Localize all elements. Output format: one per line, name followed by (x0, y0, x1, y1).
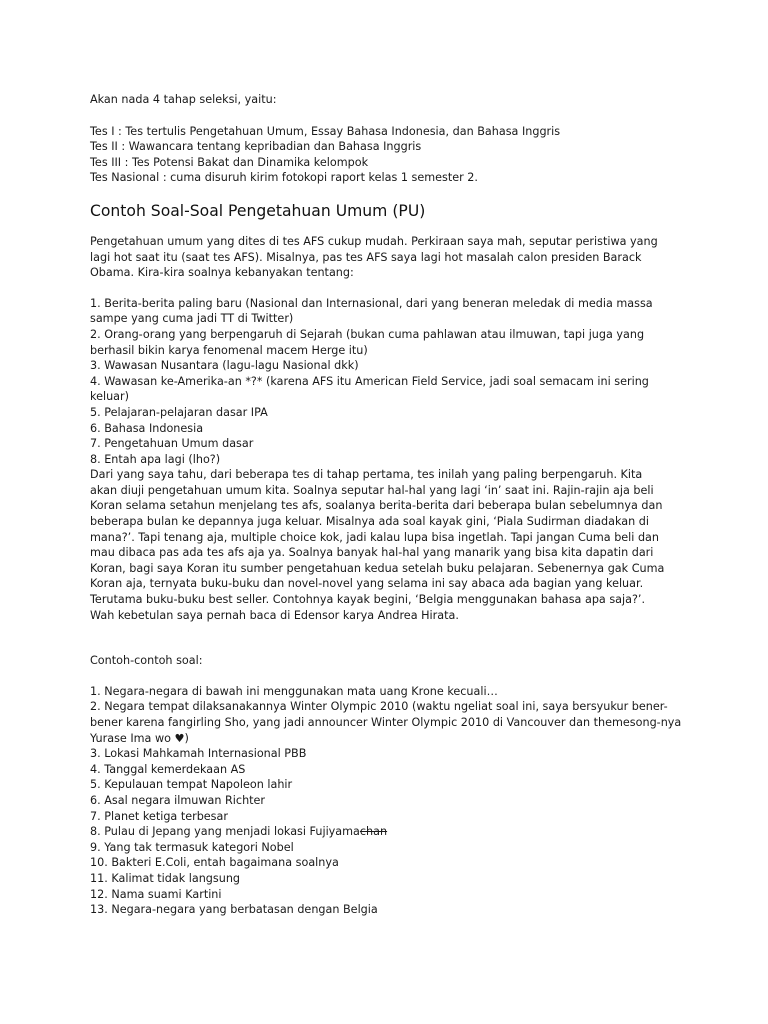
list-item: 1. Negara-negara di bawah ini menggunakan mata uang Krone kecuali… (90, 684, 498, 698)
list-item: 9. Yang tak termasuk kategori Nobel (90, 840, 294, 854)
test-item: Tes II : Wawancara tentang kepribadian dan Bahasa Inggris (90, 140, 422, 154)
list-item: 11. Kalimat tidak langsung (90, 871, 241, 885)
list-item: 2. Orang-orang yang berpengaruh di Sejarah (bukan cuma pahlawan atau ilmuwan, tapi juga yang berhasil bikin karya fenomenal macem Herge itu) (90, 327, 645, 357)
examples-label: Contoh-contoh soal: (90, 654, 203, 668)
list-item (90, 824, 686, 840)
list-item: 13. Negara-negara yang berbatasan dengan Belgia (90, 903, 378, 917)
question-text: 8. Pulau di Jepang yang menjadi lokasi Fujiyama (90, 825, 360, 839)
body-paragraph: Dari yang saya tahu, dari beberapa tes di tahap pertama, tes inilah yang paling berpengaruh. Kita akan diuji pengetahuan umum kita. Soalnya seputar hal-hal yang lagi ‘in’ saat ini. Rajin-rajin aja beli Koran selama setahun menjelang tes afs, soalanya berita-berita dari beberapa bulan sebelumnya dan beberapa bulan ke depannya juga keluar. Misalnya ada soal kayak gini, ‘Piala Sudirman diadakan di mana?’. Tapi tenang aja, multiple choice kok, jadi kalau lupa bisa ingetlah. Tapi jangan Cuma beli dan mau dibaca pas ada tes afs aja ya. Soalnya banyak hal-hal yang manarik yang bisa kita dapatin dari Koran, bagi saya Koran itu sumber pengetahuan kedua setelah buku pelajaran. Sebenernya gak Cuma Koran aja, ternyata buku-buku dan novel-novel yang selama ini say abaca ada bagian yang keluar. Terutama buku-buku best seller. Contohnya kayak begini, ‘Belgia menggunakan bahasa apa saja?’. Wah kebetulan saya pernah baca di Edensor karya Andrea Hirata. (90, 468, 665, 622)
list-item: 10. Bakteri E.Coli, entah bagaimana soalnya (90, 856, 339, 870)
list-item: 8. Entah apa lagi (lho?) (90, 452, 221, 466)
list-item: 4. Wawasan ke-Amerika-an *?* (karena AFS itu American Field Service, jadi soal semacam ini sering keluar) (90, 374, 649, 404)
question-list (90, 684, 686, 918)
test-item: Tes III : Tes Potensi Bakat dan Dinamika kelompok (90, 155, 369, 169)
test-list (90, 124, 690, 186)
intro-text: Akan nada 4 tahap seleksi, yaitu: (90, 93, 277, 106)
list-item: 3. Lokasi Mahkamah Internasional PBB (90, 747, 307, 761)
list-item: 6. Asal negara ilmuwan Richter (90, 793, 266, 807)
test-item: Tes I : Tes tertulis Pengetahuan Umum, Essay Bahasa Indonesia, dan Bahasa Inggris (90, 124, 561, 138)
list-item: 7. Pengetahuan Umum dasar (90, 437, 254, 451)
list-item: 4. Tanggal kemerdekaan AS (90, 762, 246, 776)
topic-list (90, 296, 660, 468)
test-item: Tes Nasional : cuma disuruh kirim fotokopi raport kelas 1 semester 2. (90, 171, 478, 185)
list-item: 12. Nama suami Kartini (90, 887, 222, 901)
struck-text: chan (359, 825, 388, 839)
section-heading: Contoh Soal-Soal Pengetahuan Umum (PU) (90, 201, 426, 220)
list-item: 2. Negara tempat dilaksanakannya Winter Olympic 2010 (waktu ngeliat soal ini, saya bersyukur bener-bener karena fangirling Sho, yang jadi announcer Winter Olympic 2010 di Vancouver dan themesong-nya Yurase Ima wo ♥) (90, 700, 682, 745)
list-item: 5. Pelajaran-pelajaran dasar IPA (90, 405, 268, 419)
document-page (90, 92, 690, 918)
intro-paragraph: Pengetahuan umum yang dites di tes AFS cukup mudah. Perkiraan saya mah, seputar peristiwa yang lagi hot saat itu (saat tes AFS). Misalnya, pas tes AFS saya lagi hot masalah calon presiden Barack Obama. Kira-kira soalnya kebanyakan tentang: (90, 234, 658, 280)
list-item: 1. Berita-berita paling baru (Nasional dan Internasional, dari yang beneran meledak di media massa sampe yang cuma jadi TT di Twitter) (90, 296, 653, 326)
list-item: 6. Bahasa Indonesia (90, 421, 204, 435)
list-item: 5. Kepulauan tempat Napoleon lahir (90, 778, 293, 792)
list-item: 7. Planet ketiga terbesar (90, 809, 228, 823)
list-item: 3. Wawasan Nusantara (lagu-lagu Nasional dkk) (90, 359, 359, 373)
